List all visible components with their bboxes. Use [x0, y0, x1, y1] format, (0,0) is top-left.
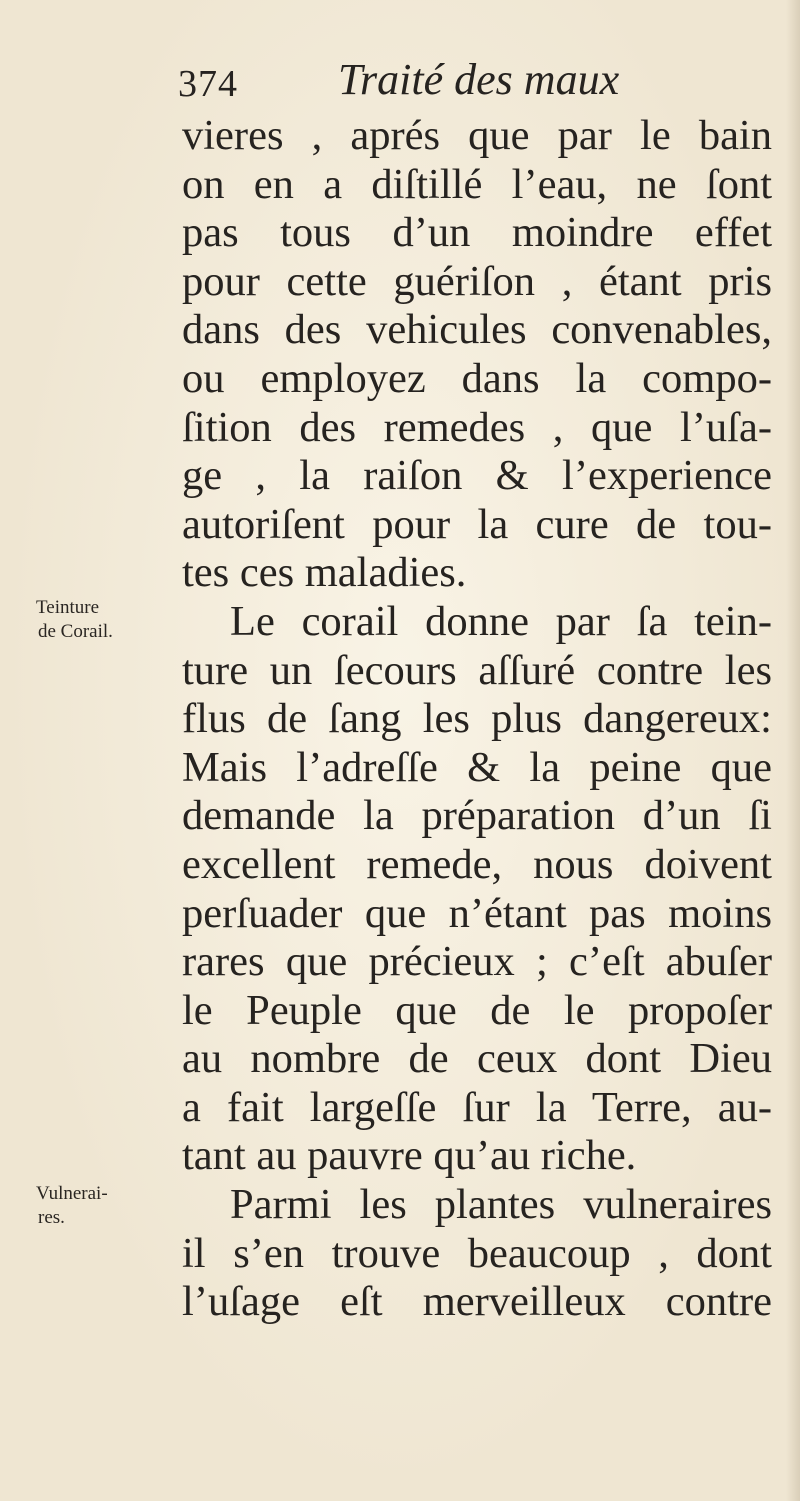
margin-note-teinture [36, 596, 166, 644]
paragraph-start-line: Parmi les plantes vulneraires [230, 1181, 772, 1229]
text-line: ture un ſecours aſſuré contre les [182, 646, 772, 694]
text-line: Mais l’adreſſe & la peine que [182, 743, 772, 791]
text-line: on en a diſtillé l’eau, ne ſont [182, 160, 772, 208]
text-line: flus de ſang les plus dangereux: [182, 695, 772, 743]
text-line: vieres , aprés que par le bain [182, 112, 772, 159]
text-line: ou employez dans la compo- [182, 354, 772, 402]
page-edge-shadow [786, 0, 800, 1501]
text-line: dans des vehicules convenables, [182, 306, 772, 354]
page-number: 374 [178, 63, 238, 105]
margin-note-line: res. [38, 1207, 65, 1228]
running-title: Traité des maux [338, 55, 620, 104]
margin-note-vulneraires [36, 1182, 166, 1230]
text-line: demande la préparation d’un ſi [182, 792, 772, 840]
text-line: il s’en trouve beaucoup , dont [182, 1229, 772, 1277]
text-line: le Peuple que de le propoſer [182, 986, 772, 1034]
margin-note-line: Teinture [36, 597, 100, 618]
margin-note-line: Vulnerai- [36, 1183, 108, 1204]
text-line: excellent remede, nous doivent [182, 840, 772, 888]
text-line: ge , la raiſon & l’experience [182, 452, 772, 500]
text-line: tes ces maladies. [182, 549, 467, 597]
text-line: ſition des remedes , que l’uſa- [182, 403, 772, 451]
text-line: l’uſage eſt merveilleux contre [182, 1278, 772, 1326]
text-line: au nombre de ceux dont Dieu [182, 1035, 772, 1083]
margin-note-line: de Corail. [38, 621, 113, 642]
body-text [182, 112, 772, 1327]
text-line: pour cette guériſon , étant pris [182, 257, 772, 305]
paragraph-start-line: Le corail donne par ſa tein- [230, 597, 772, 645]
text-line: autoriſent pour la cure de tou- [182, 500, 772, 548]
text-line: pas tous d’un moindre effet [182, 209, 772, 257]
text-line: rares que précieux ; c’eſt abuſer [182, 938, 772, 986]
page-header [178, 52, 738, 105]
text-line: tant au pauvre qu’au riche. [182, 1132, 637, 1180]
text-line: perſuader que n’étant pas moins [182, 889, 772, 937]
text-line: a fait largeſſe ſur la Terre, au- [182, 1083, 772, 1131]
